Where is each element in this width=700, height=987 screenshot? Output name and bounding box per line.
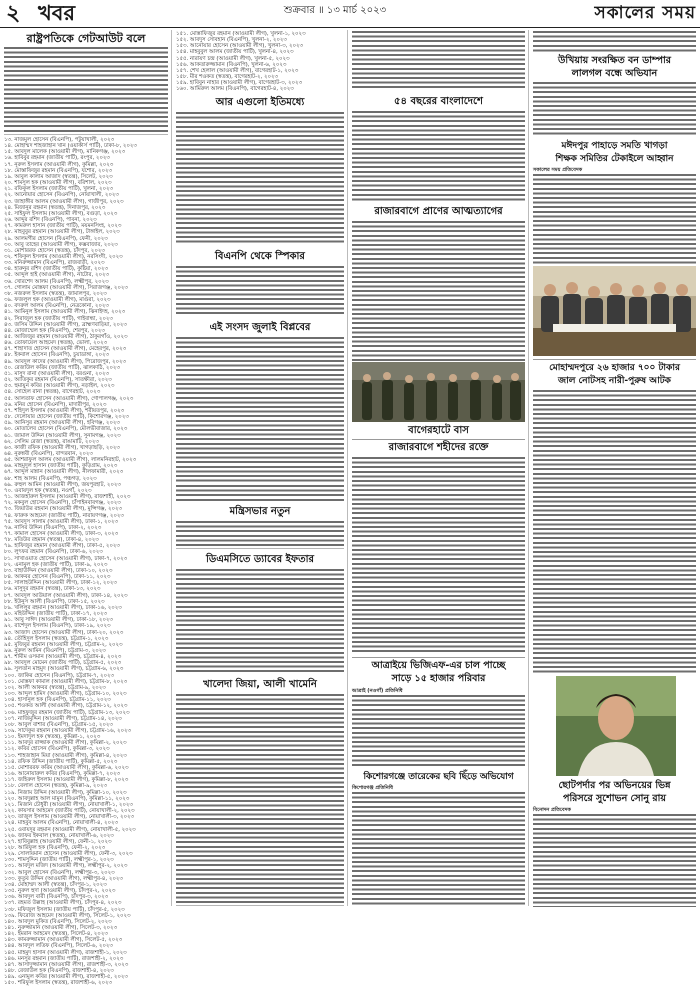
list-item: ৮১. সাখাওয়াত হোসেন (আওয়ামী লীগ), ঢাকা-৭, ২০২৩	[4, 555, 128, 562]
list-item: ৪০. বদরুল আলম (বিএনপি), নেত্রকোনা, ২০২৩	[4, 303, 109, 310]
list-item: ৬১. জামাল উদ্দিন (আওয়ামী লীগ), সুনামগঞ্জ, ২০২৩	[4, 432, 121, 439]
column-rule	[347, 30, 348, 906]
list-item: ৩৩. মনিরুজ্জামান (বিএনপি), রাজবাড়ী, ২০২৩	[4, 260, 105, 267]
list-item: ১৪১. নুরুজ্জামান (আওয়ামী লীগ), সিলেট-৩, ২০২৩	[4, 925, 118, 931]
headline: রাজারবাগে প্রাণের আত্মত্যাগের	[374, 206, 503, 217]
headline: জাল নোটসহ নারী-পুরুষ আটক	[558, 376, 671, 386]
list-item: ২১. রফিকুল ইসলাম (জাতীয় পার্টি), খুলনা, ২০২৩	[4, 186, 114, 193]
list-item: ৫০. রেজাউল করিম (জাতীয় পার্টি), ঝালকাঠি, ২০২৩	[4, 364, 120, 371]
list-item: ২৫. সাইফুল ইসলাম (আওয়ামী লীগ), বগুড়া, ২০২৩	[4, 210, 118, 217]
list-item: ৭৬. নাসির উদ্দিন (বিএনপি), ঢাকা-২, ২০২৩	[4, 524, 102, 531]
list-item: ১১৯. নিজাম উদ্দিন (আওয়ামী লীগ), কুমিল্লা-১০, ২০২৩	[4, 789, 127, 796]
list-item: ৩১. মোশাররফ হোসেন (স্বতন্ত্র), চাঁদপুর, ২০২৩	[4, 247, 105, 254]
list-item: ২৩. জাহাঙ্গীর আলম (আওয়ামী লীগ), গাজীপুর, ২০২৩	[4, 198, 124, 205]
list-item: ৯২. রাশেদুল ইসলাম (বিএনপি), ঢাকা-১৯, ২০২৩	[4, 623, 111, 630]
list-item: ২৬. আব্দুর রশিদ (বিএনপি), পাবনা, ২০২৩	[4, 217, 97, 224]
byline: বিনোদন প্রতিবেদক	[533, 807, 571, 813]
list-item: ৯৬. নুরুল আমিন (বিএনপি), চট্টগ্রাম-৩, ২০২৩	[4, 647, 106, 654]
list-item: ৬২. সেলিম রেজা (স্বতন্ত্র), রাঙামাটি, ২০২৩	[4, 438, 99, 445]
list-item: ১০২. আলী আকবর (স্বতন্ত্র), চট্টগ্রাম-৯, ২০২৩	[4, 684, 106, 691]
article-body	[176, 144, 344, 244]
list-item: ১৪৫. মাহমুদ হাসান (আওয়ামী লীগ), রাজশাহী-১, ২০২৩	[4, 949, 127, 956]
list-item: ১০৯. সাদেকুর রহমান (আওয়ামী লীগ), চট্টগ্রাম-১৬, ২০২৩	[4, 728, 132, 734]
list-item: ১৩৭. রহমত উল্লাহ (আওয়ামী লীগ), চাঁদপুর-৪, ২০২৩	[4, 900, 122, 907]
list-item: ১৫১. মোস্তাফিজুর রহমান (আওয়ামী লীগ), খুলনা-১, ২০২৩	[176, 31, 306, 37]
list-item: ২৪. মিজানুর রহমান (স্বতন্ত্র), দিনাজপুর, ২০২৩	[4, 204, 106, 211]
list-item: ১৫৪. মাহবুবুল আলম (জাতীয় পার্টি), খুলনা-৪, ২০২৩	[176, 49, 294, 56]
column-rule	[171, 30, 172, 906]
list-item: ৭৭. কামাল হোসেন (আওয়ামী লীগ), ঢাকা-৩, ২০২৩	[4, 531, 119, 537]
list-item: ৫৩. হুমায়ুন কবির (আওয়ামী লীগ), নড়াইল, ২০২৩	[4, 383, 115, 390]
list-item: ১০১. মোস্তফা কামাল (আওয়ামী লীগ), চট্টগ্রাম-৮, ২০২৩	[4, 678, 128, 685]
list-item: ৯৫. মুজিবুর রহমান (আওয়ামী লীগ), চট্টগ্রাম-২, ২০২৩	[4, 641, 123, 648]
headline: রাজারবাগে শহীদের রক্তে	[388, 442, 489, 453]
list-item: ৬৭. আব্দুল মান্নান (আওয়ামী লীগ), নীলফামারী, ২০২৩	[4, 469, 124, 476]
list-item: ১৫. আবদুল মালেক (আওয়ামী লীগ), মানিকগঞ্জ, ২০২৩	[4, 149, 126, 156]
list-item: ৮৩. বাহাউদ্দিন (আওয়ামী লীগ), ঢাকা-১০, ২০২৩	[4, 567, 113, 574]
list-item: ৫৯. আনিসুর রহমান (আওয়ামী লীগ), হবিগঞ্জ, ২০২৩	[4, 420, 120, 427]
meeting-photo	[533, 266, 696, 356]
list-item: ১১৬. আনোয়ারুল কবির (বিএনপি), কুমিল্লা-৭, ২০২৩	[4, 771, 121, 778]
list-item: ১৬০. আমিরুল আলম (বিএনপি), বাগেরহাট-৪, ২০২৩	[176, 86, 294, 93]
article-body	[176, 337, 344, 482]
list-item: ৪৪. মোজাম্মেল হক (বিএনপি), শেরপুর, ২০২৩	[4, 327, 105, 334]
headline: ডিএমসিতে ড্যাবের ইফতার	[206, 554, 314, 565]
byline: সকালের সময় প্রতিবেদক	[533, 167, 583, 173]
list-item: ১২৭. হাবিবুল্লাহ (আওয়ামী লীগ), ফেনী-১, ২০২৩	[4, 838, 112, 845]
photo-image	[556, 676, 676, 776]
list-item: ১০৬. মাহফুজুর রহমান (জাতীয় পার্টি), চট্টগ্রাম-১৩, ২০২৩	[4, 709, 130, 716]
newspaper-name: সকালের সময়	[594, 3, 696, 23]
list-item: ১৯. আবুল কালাম আজাদ (স্বতন্ত্র), সিলেট, ২০২৩	[4, 173, 113, 180]
divider	[352, 657, 525, 658]
headline: খালেদা জিয়া, আলী খামেনি	[203, 679, 317, 690]
list-item: ১৫৯. হাবিবুন নাহার (আওয়ামী লীগ), বাগেরহাট-৩, ২০২৩	[176, 80, 303, 87]
article-body	[4, 47, 168, 135]
list-item: ৪২. সিরাজুল হক (জাতীয় পার্টি), গাইবান্ধা, ২০২৩	[4, 315, 113, 322]
list-item: ১২৬. জাফর ইকবাল (স্বতন্ত্র), নোয়াখালী-৬, ২০২৩	[4, 832, 114, 839]
photo-image	[352, 362, 525, 422]
list-item: ৪৫. আজিজুর রহমান (আওয়ামী লীগ), ঠাকুরগাঁও, ২০২৩	[4, 334, 128, 340]
list-item: ৭২. মকবুল হোসেন (বিএনপি), চাঁপাইনবাবগঞ্জ, ২০২৩	[4, 500, 121, 507]
list-item: ৩৯. ফজলুল হক (আওয়ামী লীগ), মাগুরা, ২০২৩	[4, 297, 111, 304]
list-item: ৩৮. নজরুল ইসলাম (স্বতন্ত্র), জামালপুর, ২০২৩	[4, 290, 107, 297]
list-item: ২০. শামসুল হক (আওয়ামী লীগ), বরিশাল, ২০২৩	[4, 180, 112, 187]
headline: মঈদপুর পাহাড়ে সমতি খাগড়া	[561, 141, 668, 151]
list-item: ১২৮. আরিফুল হক (বিএনপি), ফেনী-২, ২০২৩	[4, 844, 106, 851]
list-item: ১০৮. আবুল বাশার (বিএনপি), চট্টগ্রাম-১৫, ২০২৩	[4, 721, 113, 728]
headline: ছোটপর্দার পর অভিনয়ের ভিন্ন	[558, 780, 671, 791]
candidate-list	[176, 31, 344, 93]
list-item: ১১৮. বেলাল হোসেন (স্বতন্ত্র), কুমিল্লা-৯, ২০২৩	[4, 783, 107, 790]
page-number: ২	[6, 0, 21, 26]
article-body	[533, 31, 696, 53]
list-item: ৫৮. দেলোয়ার হোসেন (জাতীয় পার্টি), কিশোরগঞ্জ, ২০২৩	[4, 414, 129, 421]
list-item: ১৫২. আবদুস সোবহান (বিএনপি), খুলনা-২, ২০২৩	[176, 37, 287, 44]
article-body	[176, 569, 344, 673]
list-item: ৩২. শফিকুল ইসলাম (আওয়ামী লীগ), নরসিংদী, ২০২৩	[4, 253, 123, 260]
list-item: ১৩৬. আবদুল বারী (বিএনপি), চাঁদপুর-৩, ২০২৩	[4, 894, 109, 901]
list-item: ১৫৩. আনোয়ার হোসেন (আওয়ামী লীগ), খুলনা-৩, ২০২৩	[176, 43, 304, 50]
list-item: ১০৫. শওকত আলী (আওয়ামী লীগ), চট্টগ্রাম-১২, ২০২৩	[4, 703, 128, 710]
list-item: ১১৩. শাহজাহান মিয়া (আওয়ামী লীগ), কুমিল্লা-৪, ২০২৩	[4, 752, 127, 759]
article-body	[533, 390, 696, 675]
section-title: খবর	[38, 1, 76, 25]
list-item: ৭৫. আবদুস সালাম (আওয়ামী লীগ), ঢাকা-১, ২০২৩	[4, 518, 119, 525]
list-item: ৬৯. রুহুল আমিন (আওয়ামী লীগ), জয়পুরহাট, ২০২৩	[4, 481, 121, 488]
list-item: ৬৫. আশরাফুল আলম (আওয়ামী লীগ), লালমনিরহাট, ২০২৩	[4, 457, 137, 464]
list-item: ১৭. নূরুল ইসলাম (আওয়ামী লীগ), কুমিল্লা, ২০২৩	[4, 161, 114, 168]
list-item: ৩০. আবু তাহের (আওয়ামী লীগ), কক্সবাজার, ২০২৩	[4, 241, 118, 248]
list-item: ৮০. লুৎফর রহমান (বিএনপি), ঢাকা-৬, ২০২৩	[4, 549, 103, 556]
list-item: ১৪৩. কামরুজ্জামান (আওয়ামী লীগ), সিলেট-৫, ২০২৩	[4, 937, 123, 944]
headline: আর এগুলো ইতিমধ্যে	[215, 97, 305, 108]
headline: বাগেরহাটে বাস	[408, 425, 469, 436]
list-item: ৯৯. সুলতান মাহমুদ (আওয়ামী লীগ), চট্টগ্রাম-৬, ২০২৩	[4, 666, 124, 673]
list-item: ৬৬. মাহমুদুল হাসান (জাতীয় পার্টি), কুড়িগ্রাম, ২০২৩	[4, 463, 118, 470]
list-item: ৪৭. শাহাদাত হোসেন (আওয়ামী লীগ), মেহেরপুর, ২০২৩	[4, 346, 127, 353]
list-item: ৮৭. আবদুল আউয়াল (আওয়ামী লীগ), ঢাকা-১৪, ২০২৩	[4, 592, 128, 599]
list-item: ৪৩. জসিম উদ্দিন (আওয়ামী লীগ), ব্রাহ্মণবাড়িয়া, ২০২৩	[4, 321, 127, 328]
article-body	[176, 521, 344, 549]
list-item: ১২৩. তাজুল ইসলাম (আওয়ামী লীগ), নোয়াখালী-৩, ২০২৩	[4, 814, 134, 821]
list-item: ১৪২. ইমরান আহমেদ (স্বতন্ত্র), সিলেট-৪, ২০২৩	[4, 931, 108, 938]
headline: বিএনপি থেকে স্পিকার	[215, 251, 305, 262]
list-item: ৫৬. মনির হোসেন (বিএনপি), মাদারীপুর, ২০২৩	[4, 401, 107, 408]
list-item: ১২১. মিজান চৌধুরী (আওয়ামী লীগ), নোয়াখালী-১, ২০২৩	[4, 801, 133, 808]
list-item: ৬৪. নুরুন্নবী (বিএনপি), বান্দরবান, ২০২৩	[4, 450, 93, 457]
list-item: ৮৬. মাসুদুর রহমান (স্বতন্ত্র), ঢাকা-১৩, ২০২৩	[4, 586, 101, 593]
list-item: ১১০. ইমদাদুল হক (স্বতন্ত্র), কুমিল্লা-১, ২০২৩	[4, 734, 101, 741]
list-item: ৫৫. আলতাফ হোসেন (আওয়ামী লীগ), গোপালগঞ্জ, ২০২৩	[4, 395, 134, 402]
list-item: ১৫৭. শেখ হেলাল (আওয়ামী লীগ), বাগেরহাট-১, ২০২৩	[176, 67, 299, 74]
list-item: ২২. আনোয়ার হোসেন (বিএনপি), নোয়াখালী, ২০২৩	[4, 192, 119, 199]
list-item: ৫১. মাসুদ রানা (আওয়ামী লীগ), বরগুনা, ২০২৩	[4, 370, 110, 377]
list-item: ১৬. হাবিবুর রহমান (জাতীয় পার্টি), রংপুর, ২০২৩	[4, 155, 110, 162]
list-item: ২৯. আলমগীর হোসেন (বিএনপি), ফেনী, ২০২৩	[4, 235, 108, 242]
headline: মন্ত্রিসভার নতুন	[229, 506, 291, 517]
list-item: ১৪৮. রেজাউল হক (বিএনপি), রাজশাহী-৪, ২০২৩	[4, 968, 114, 975]
list-item: ৭৯. হাফিজুর রহমান (আওয়ামী লীগ), ঢাকা-৫, ২০২৩	[4, 543, 120, 550]
headline: আত্রাইয়ে ভিজিএফ-এর চাল পাচ্ছে	[371, 660, 506, 671]
list-item: ১৪৯. এনামুল কবির (আওয়ামী লীগ), রাজশাহী-৫, ২০২৩	[4, 974, 128, 981]
article-body	[352, 221, 525, 361]
list-item: ১৩৩. কুতুব উদ্দিন (আওয়ামী লীগ), লক্ষ্মীপুর-৪, ২০২৩	[4, 875, 123, 882]
article-body	[352, 695, 525, 767]
list-item: ১৩৪. মোহাম্মদ আলী (স্বতন্ত্র), চাঁদপুর-১, ২০২৩	[4, 881, 107, 888]
article-body	[352, 457, 525, 655]
list-item: ১১২. কবির হোসেন (বিএনপি), কুমিল্লা-৩, ২০২৩	[4, 746, 110, 753]
list-item: ১৩২. আবুল হোসেন (বিএনপি), লক্ষ্মীপুর-৩, ২০২৩	[4, 869, 115, 876]
list-item: ১৩০. শামসুদ্দিন (জাতীয় পার্টি), লক্ষ্মীপুর-১, ২০২৩	[4, 857, 114, 864]
list-item: ৯৩. আজাদ হোসেন (আওয়ামী লীগ), ঢাকা-২০, ২০২৩	[4, 629, 124, 636]
list-item: ৪৮. ইকবাল হোসেন (বিএনপি), চুয়াডাঙ্গা, ২০২৩	[4, 352, 109, 359]
divider	[533, 359, 696, 360]
list-item: ২৮. মাহবুবুর রহমান (আওয়ামী লীগ), টাঙ্গাইল, ২০২৩	[4, 229, 120, 236]
headline: রাষ্ট্রপতিকে গেটআউট বলে	[26, 32, 146, 45]
column-rule	[528, 30, 529, 906]
article-body	[176, 694, 344, 906]
masthead	[0, 0, 700, 28]
list-item: ১৪৪. আবদুল লতিফ (বিএনপি), সিলেট-৬, ২০২৩	[4, 943, 113, 950]
list-item: ৭৮. মতিউর রহমান (স্বতন্ত্র), ঢাকা-৪, ২০২৩	[4, 537, 99, 544]
list-item: ৬৮. শাহ আলম (বিএনপি), পঞ্চগড়, ২০২৩	[4, 475, 97, 482]
list-item: ৯১. আবু সাঈদ (আওয়ামী লীগ), ঢাকা-১৮, ২০২৩	[4, 617, 113, 624]
list-item: ১৩৮. মফিজুল ইসলাম (জাতীয় পার্টি), চাঁদপুর-৫, ২০২৩	[4, 906, 125, 913]
divider	[352, 439, 525, 440]
list-item: ৪৯. আবদুল কাদের (আওয়ামী লীগ), পিরোজপুর, ২০২৩	[4, 358, 127, 365]
article-body	[176, 112, 344, 142]
headline: লালগল বন্ধে অভিযান	[571, 68, 658, 79]
list-item: ২৭. কামরুল হাসান (জাতীয় পার্টি), ময়মনসিংহ, ২০২৩	[4, 223, 122, 230]
list-item: ১৫৫. নারায়ণ চন্দ্র (আওয়ামী লীগ), খুলনা-৫, ২০২৩	[176, 55, 290, 62]
list-item: ১০৭. নাজিমুদ্দিন (আওয়ামী লীগ), চট্টগ্রাম-১৪, ২০২৩	[4, 715, 122, 722]
list-item: ৫৭. শহিদুল ইসলাম (আওয়ামী লীগ), শরীয়তপুর, ২০২৩	[4, 407, 125, 414]
list-item: ১২৫. ওবায়দুর রহমান (আওয়ামী লীগ), নোয়াখালী-৫, ২০২৩	[4, 826, 136, 833]
headline: শিক্ষক সমিতির টেকাইলে আহ্বান	[555, 154, 674, 164]
list-item: ৭৩. জিয়াউর রহমান (আওয়ামী লীগ), মুন্সিগঞ্জ, ২০২৩	[4, 506, 123, 513]
list-item: ৮৪. আকবর হোসেন (বিএনপি), ঢাকা-১১, ২০২৩	[4, 574, 111, 581]
list-item: ৮৯. খলিলুর রহমান (আওয়ামী লীগ), ঢাকা-১৬, ২০২৩	[4, 604, 122, 611]
list-item: ১৩৫. নুরুল হুদা (আওয়ামী লীগ), চাঁদপুর-২, ২০২৩	[4, 888, 116, 895]
list-item: ১৮. মোস্তাফিজুর রহমান (বিএনপি), যশোর, ২০২৩	[4, 167, 113, 174]
article-body	[352, 31, 525, 91]
list-item: ১০০. জাকির হোসেন (বিএনপি), চট্টগ্রাম-৭, ২০২৩	[4, 672, 115, 679]
list-item: ১৩১. আবদুল মজিদ (আওয়ামী লীগ), লক্ষ্মীপুর-২, ২০২৩	[4, 863, 128, 870]
list-item: ১৪. মোহাম্মদ শাহজাহান খান (ওয়ার্কার্স পার্টি), ঢাকা-৮, ২০২৩	[4, 143, 137, 150]
headline: কিশোরগঞ্জে তারেকের ছবি ছিঁড়ে অভিযোগ	[363, 772, 514, 782]
list-item: ১২০. আবদুল্লাহ আল মামুন (বিএনপি), কুমিল্লা-১১, ২০২৩	[4, 795, 130, 802]
list-item: ৮২. এনামুল হক (জাতীয় পার্টি), ঢাকা-৯, ২০২৩	[4, 561, 108, 568]
list-item: ৯৭. শামীম ওসমান (আওয়ামী লীগ), চট্টগ্রাম-৪, ২০২৩	[4, 654, 122, 661]
article-body	[533, 82, 696, 137]
list-item: ৪৬. তোফায়েল আহমেদ (স্বতন্ত্র), ভোলা, ২০২৩	[4, 340, 108, 347]
headline: উখিয়ায় সংরক্ষিত বন ডাম্পার	[557, 55, 672, 66]
list-item: ১২৪. মাহবুব আলম (বিএনপি), নোয়াখালী-৪, ২০২৩	[4, 820, 118, 827]
list-item: ১৪০. আবদুল মুকিত (বিএনপি), সিলেট-২, ২০২৩	[4, 918, 112, 925]
photo-image	[533, 266, 696, 356]
article-body	[533, 814, 696, 907]
list-item: ৯০. মহিউদ্দিন (জাতীয় পার্টি), ঢাকা-১৭, ২০২৩	[4, 611, 107, 618]
list-item: ১১৫. মোশাররফ করিম (আওয়ামী লীগ), কুমিল্লা-৬, ২০২৩	[4, 764, 129, 771]
list-item: ৫৪. সোহেল রানা (স্বতন্ত্র), বাগেরহাট, ২০২৩	[4, 389, 101, 396]
list-item: ১৫৬. আকতারুজ্জামান (বিএনপি), খুলনা-৬, ২০২৩	[176, 61, 287, 68]
list-item: ৯৮. আবদুল মোমেন (জাতীয় পার্টি), চট্টগ্রাম-৫, ২০২৩	[4, 660, 122, 667]
headline: মোহাম্মদপুরে ২৬ হাজার ৭০০ টাকার	[549, 363, 680, 373]
list-item: ১৩৯. ফিরোজ আহমেদ (আওয়ামী লীগ), সিলেট-১, ২০২৩	[4, 912, 131, 919]
list-item: ৬৩. কাজী রফিক (আওয়ামী লীগ), খাগড়াছড়ি, ২০২৩	[4, 444, 120, 451]
list-item: ৫২. আতিকুর রহমান (বিএনপি), সাতক্ষীরা, ২০২৩	[4, 377, 112, 384]
list-item: ১৫০. শরিফুল ইসলাম (স্বতন্ত্র), রাজশাহী-৬, ২০২৩	[4, 980, 113, 987]
list-item: ৪১. আমিনুল ইসলাম (আওয়ামী লীগ), ঝিনাইদহ, ২০২৩	[4, 309, 126, 316]
candidate-list	[4, 137, 168, 987]
headline: সাড়ে ১৫ হাজার পরিবার	[391, 673, 486, 684]
list-item: ৩৬. খোরশেদ আলম (বিএনপি), লক্ষ্মীপুর, ২০২৩	[4, 278, 109, 285]
list-item: ৮৫. সালাহউদ্দিন (আওয়ামী লীগ), ঢাকা-১২, ২০২৩	[4, 580, 117, 587]
list-item: ৩৫. আব্দুল হাই (আওয়ামী লীগ), নাটোর, ২০২৩	[4, 272, 109, 279]
list-item: ৭০. ওবায়দুল হক (স্বতন্ত্র), নওগাঁ, ২০২৩	[4, 487, 92, 494]
list-item: ৬০. মোতালেব হোসেন (বিএনপি), মৌলভীবাজার, ২০২৩	[4, 426, 128, 433]
list-item: ৩৭. গোলাম মোস্তফা (আওয়ামী লীগ), সিরাজগঞ্জ, ২০২৩	[4, 284, 128, 291]
list-item: ১২২. কায়সার আহমেদ (জাতীয় পার্টি), নোয়াখালী-২, ২০২৩	[4, 808, 135, 815]
list-item: ৩৪. হারুনুর রশিদ (জাতীয় পার্টি), কুষ্টিয়া, ২০২৩	[4, 266, 109, 273]
headline: এই সংসদ জুলাই বিপ্লবের	[209, 322, 311, 333]
list-item: ১১৭. জহিরুল ইসলাম (আওয়ামী লীগ), কুমিল্লা-৮, ২০২৩	[4, 777, 129, 784]
list-item: ১৩. নাজমুল হোসেন (বিএনপি), পটুয়াখালী, ২০২৩	[4, 137, 115, 143]
headline: ৫৪ বছরের বাংলাদেশে	[394, 96, 483, 107]
list-item: ১৪৭. আসাদুজ্জামান (আওয়ামী লীগ), রাজশাহী-৩, ২০২৩	[4, 961, 129, 968]
police-parade-photo	[352, 362, 525, 422]
article-body	[176, 485, 344, 503]
actor-photo	[556, 676, 676, 776]
list-item: ১৪৬. মনসুর রহমান (জাতীয় পার্টি), রাজশাহী-২, ২০২৩	[4, 955, 124, 962]
list-item: ১২৯. সোলায়মান হোসেন (আওয়ামী লীগ), ফেনী-৩, ২০২৩	[4, 851, 133, 858]
byline: কিশোরগঞ্জ প্রতিনিধি	[352, 785, 393, 791]
issue-date: শুক্রবার ॥ ১৩ মার্চ ২০২৩	[283, 5, 387, 16]
list-item: ৭১. আজহারুল ইসলাম (আওয়ামী লীগ), রাজশাহী, ২০২৩	[4, 494, 131, 501]
article-body	[352, 111, 525, 203]
list-item: ১০৪. হাসানুল হক (বিএনপি), চট্টগ্রাম-১১, ২০২৩	[4, 697, 111, 704]
byline: আত্রাই (নওগাঁ) প্রতিনিধি	[352, 688, 403, 694]
article-body	[352, 792, 525, 907]
headline: পরিসরে সুশোভন সোনু রায়	[563, 793, 666, 804]
list-item: ১০৩. আব্দুল হামিদ (আওয়ামী লীগ), চট্টগ্রাম-১০, ২০২৩	[4, 691, 127, 698]
list-item: ১১১. আবদুর রাজ্জাক (আওয়ামী লীগ), কুমিল্লা-২, ২০২৩	[4, 740, 127, 747]
list-item: ১৫৮. মীর শওকত (স্বতন্ত্র), বাগেরহাট-২, ২০২৩	[176, 74, 278, 81]
article-body	[176, 266, 344, 316]
list-item: ৭৪. ফারুক আহমেদ (জাতীয় পার্টি), নারায়ণগঞ্জ, ২০২৩	[4, 512, 124, 519]
list-item: ৯৪. তৌহিদুল ইসলাম (স্বতন্ত্র), চট্টগ্রাম-১, ২০২৩	[4, 635, 109, 642]
article-body	[533, 174, 696, 264]
list-item: ১১৪. রফিক উদ্দিন (জাতীয় পার্টি), কুমিল্লা-৫, ২০২৩	[4, 758, 118, 765]
list-item: ৮৮. ইউনুস আলী (বিএনপি), ঢাকা-১৫, ২০২৩	[4, 598, 105, 605]
